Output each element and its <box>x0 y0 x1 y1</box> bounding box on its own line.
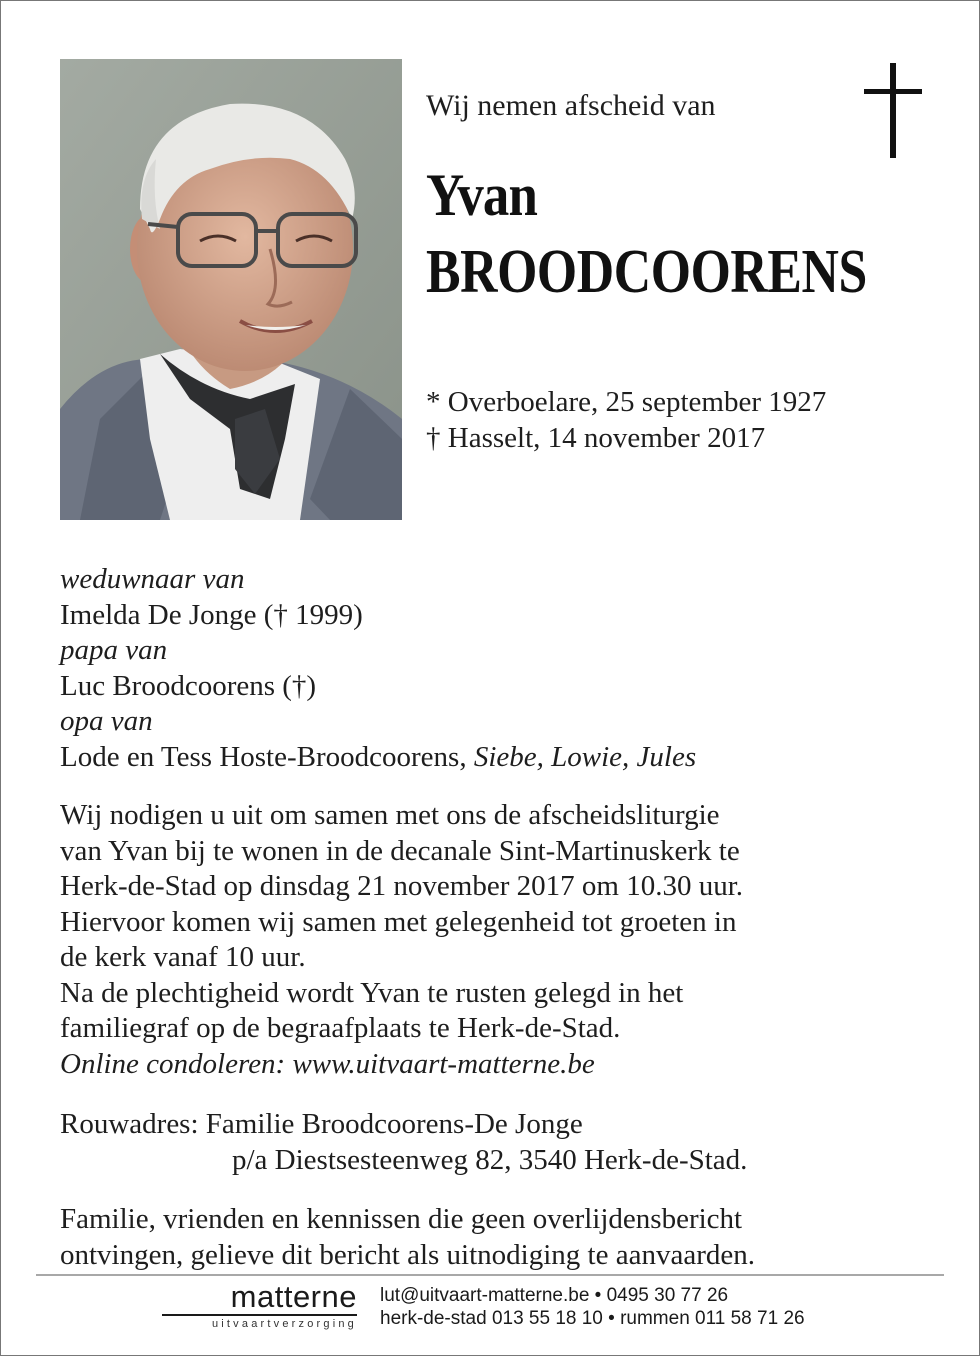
birth-date: * Overboelare, 25 september 1927 <box>426 386 827 418</box>
footer-contact <box>380 1284 805 1330</box>
matterne-logo <box>162 1280 357 1332</box>
life-dates <box>426 384 826 456</box>
invitation-line: de kerk vanaf 10 uur. <box>60 941 306 973</box>
grandfather-label: opa van <box>60 705 153 737</box>
invitation-line: familiegraf op de begraafplaats te Herk-de-Stad. <box>60 1012 621 1044</box>
grandchildren-italic: Siebe, Lowie, Jules <box>473 740 697 773</box>
invitation-line: Hiervoor komen wij samen met gelegenheid tot groeten in <box>60 905 737 938</box>
address-line-2: p/a Diestsesteenweg 82, 3540 Herk-de-Stad. <box>232 1144 748 1176</box>
grandchildren <box>60 740 696 776</box>
mourning-address <box>60 1106 747 1178</box>
spouse-name: Imelda De Jonge († 1999) <box>60 598 363 631</box>
first-name: Yvan <box>426 162 537 228</box>
invitation-line: Wij nodigen u uit om samen met ons de afscheidsliturgie <box>60 799 720 831</box>
online-condolence-link[interactable]: Online condoleren: www.uitvaart-matterne.be <box>60 1047 595 1080</box>
contact-line-2: herk-de-stad 013 55 18 10 • rummen 011 58 71 26 <box>380 1308 805 1329</box>
invitation-text <box>60 798 940 1082</box>
invitation-line: van Yvan bij te wonen in de decanale Sint-Martinuskerk te <box>60 834 740 867</box>
footer-divider <box>36 1274 944 1276</box>
closing-note <box>60 1202 755 1273</box>
invitation-line: Herk-de-Stad op dinsdag 21 november 2017 om 10.30 uur. <box>60 870 744 902</box>
invitation-line: Na de plechtigheid wordt Yvan te rusten gelegd in het <box>60 976 684 1009</box>
widower-label: weduwnaar van <box>60 563 245 595</box>
brand-subtitle: uitvaartverzorging <box>211 1318 357 1330</box>
closing-line-2: ontvingen, gelieve dit bericht als uitnodiging te aanvaarden. <box>60 1238 755 1271</box>
death-date: † Hasselt, 14 november 2017 <box>426 422 766 454</box>
brand-name: matterne <box>230 1279 357 1314</box>
family-relations <box>60 562 696 775</box>
intro-text: Wij nemen afscheid van <box>426 89 716 122</box>
closing-line-1: Familie, vrienden en kennissen die geen overlijdensbericht <box>60 1203 743 1235</box>
cross-icon <box>864 63 922 158</box>
child-name: Luc Broodcoorens (†) <box>60 669 317 702</box>
contact-line-1[interactable]: lut@uitvaart-matterne.be • 0495 30 77 26 <box>380 1285 729 1306</box>
father-label: papa van <box>60 634 168 666</box>
last-name: BROODCOORENS <box>426 238 867 306</box>
portrait-photo <box>60 59 402 520</box>
address-line-1: Rouwadres: Familie Broodcoorens-De Jonge <box>60 1108 583 1140</box>
grandchildren-plain: Lode en Tess Hoste-Broodcoorens, <box>60 740 474 773</box>
